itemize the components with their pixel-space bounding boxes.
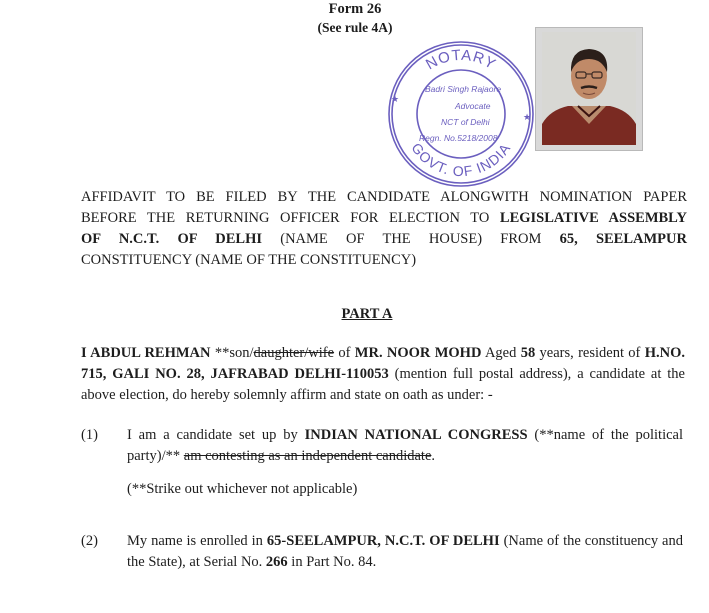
relation-struck-out: daughter/wife	[253, 345, 335, 361]
heading-line-3	[81, 229, 687, 250]
relation-of: of	[334, 345, 355, 361]
stamp-star-right: ★	[523, 113, 532, 123]
heading-line-3-text: (NAME OF THE HOUSE) FROM	[262, 231, 560, 247]
item-1-text	[127, 425, 683, 467]
item-2-number: (2)	[81, 533, 98, 549]
item-1-number: (1)	[81, 427, 98, 443]
stamp-bottom-text: GOVT. OF INDIA	[408, 139, 514, 180]
house-state: OF N.C.T. OF DELHI	[81, 231, 263, 247]
aged-label: Aged	[481, 345, 521, 361]
form-title: Form 26	[328, 1, 382, 17]
part-title: PART A	[341, 306, 393, 322]
strike-out-note: (**Strike out whichever not applicable)	[127, 481, 358, 497]
item-2-text	[127, 531, 683, 573]
stamp-star-left: ★	[391, 95, 400, 105]
affidavit-heading	[81, 187, 687, 271]
party-name: INDIAN NATIONAL CONGRESS	[304, 427, 528, 443]
stamp-top-text: NOTARY	[422, 46, 500, 74]
years-resident-label: years, resident of	[535, 345, 645, 361]
relation-prefix: **son/	[210, 345, 254, 361]
heading-line-2-text: BEFORE THE RETURNING OFFICER FOR ELECTION TO	[81, 210, 500, 226]
heading-line-4: CONSTITUENCY (NAME OF THE CONSTITUENCY)	[81, 252, 417, 268]
candidate-age: 58	[520, 345, 536, 361]
constituency-name: 65, SEELAMPUR	[559, 231, 687, 247]
stamp-notary-title: Advocate	[455, 101, 491, 111]
item-1-pre: I am a candidate set up by	[127, 427, 305, 443]
enrolled-constituency: 65-SEELAMPUR, N.C.T. OF DELHI	[266, 533, 500, 549]
candidate-photo	[535, 27, 643, 151]
item-2-end: .	[372, 554, 377, 570]
notary-stamp	[385, 38, 537, 190]
item-2-pre: My name is enrolled in	[127, 533, 267, 549]
father-name: MR. NOOR MOHD	[354, 345, 482, 361]
declaration-intro	[81, 343, 685, 406]
heading-line-1: AFFIDAVIT TO BE FILED BY THE CANDIDATE ALONGWITH NOMINATION PAPER	[81, 189, 687, 205]
stamp-notary-name: Badri Singh Rajaore	[425, 84, 502, 94]
candidate-name: I ABDUL REHMAN	[81, 345, 211, 361]
heading-line-2	[81, 208, 687, 229]
item-1-end: .	[431, 448, 436, 464]
item-1-mid: (**name of the political party)/**	[127, 427, 684, 464]
item-2-mid: (Name of the constituency and the State), at Serial No.	[127, 533, 683, 570]
house-name: LEGISLATIVE ASSEMBLY	[499, 210, 687, 226]
item-2-mid2: in Part No.	[287, 554, 359, 570]
svg-text:GOVT. OF INDIA	[408, 140, 513, 179]
stamp-registration: Regn. No.5218/2008	[419, 133, 498, 143]
candidate-address: H.NO. 715, GALI NO. 28, JAFRABAD DELHI-110053	[81, 345, 685, 382]
form-rule-reference: (See rule 4A)	[317, 20, 393, 35]
stamp-notary-place: NCT of Delhi	[441, 117, 490, 127]
independent-struck-out: am contesting as an independent candidate	[183, 448, 432, 464]
serial-number: 266	[265, 554, 288, 570]
part-number: 84	[358, 554, 373, 570]
address-note: (mention full postal address), a candidate at the above election, do hereby solemnly affirm and state on oath as under: -	[81, 366, 685, 403]
candidate-portrait-image	[542, 32, 636, 145]
